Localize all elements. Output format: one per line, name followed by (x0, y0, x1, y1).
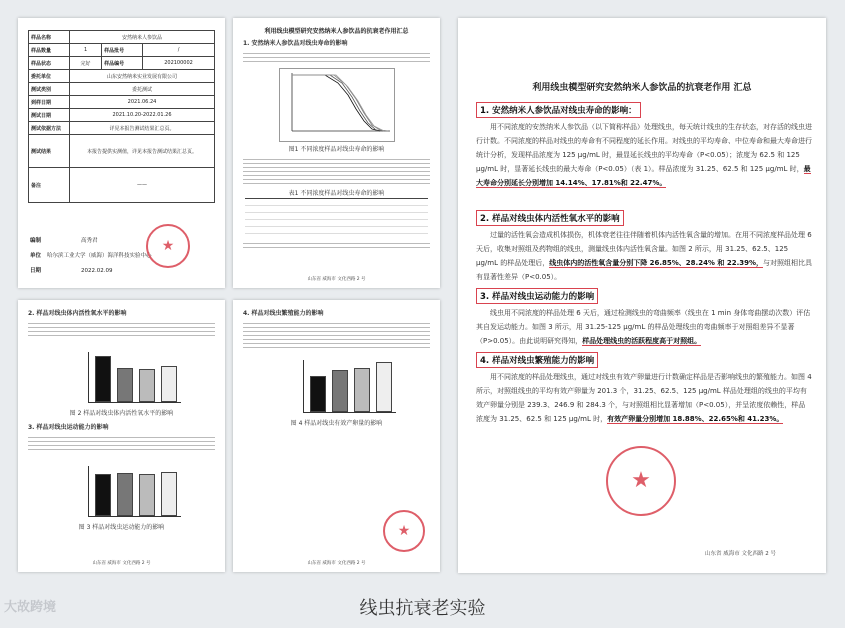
value-method: 详见本报告测试结果汇总页。 (70, 122, 215, 135)
motility-bar-62 (139, 474, 155, 516)
table-1-caption: 表1 不同浓度样品对线虫寿命的影响 (288, 190, 385, 197)
sample-info-table (28, 30, 215, 203)
section-motility (476, 284, 812, 348)
ros-bar-62 (139, 369, 155, 402)
survival-curve-chart (279, 68, 395, 142)
sign-row (30, 236, 98, 244)
section-3-text (476, 306, 812, 348)
sign-label: 编制 (30, 238, 42, 244)
page-title: 利用线虫模型研究安然纳米人参饮品的抗衰老作用汇总 (264, 28, 409, 35)
label-arrival: 到样日期 (29, 96, 70, 109)
section-1-heading: 1. 安然纳米人参饮品对线虫寿命的影响： (476, 102, 641, 118)
figure-3-caption: 图 3 样品对线虫运动能力的影响 (78, 524, 165, 531)
section-2-heading: 2. 样品对线虫体内活性氧水平的影响 (476, 210, 624, 226)
label-test-date: 测试日期 (29, 109, 70, 122)
lifespan-page (233, 18, 440, 288)
section-heading: 1. 安然纳米人参饮品对线虫寿命的影响 (243, 40, 348, 47)
value-remark: —— (70, 168, 215, 203)
paragraph-lines-2 (243, 156, 430, 184)
label-remark: 备注 (29, 168, 70, 203)
value-sample-name: 安然纳米人参饮品 (70, 31, 215, 44)
figure-2-caption: 图 2 样品对线虫体内活性氧水平的影响 (69, 410, 174, 417)
section-1-body: 用不同浓度的安然纳米人参饮品（以下简称样品）处理线虫，每天统计线虫的生存状态，对存活的线虫进行计数。不同浓度的样品对线虫的寿命有不同程度的延长作用。对线虫的平均寿命、中位寿命和最大寿命进行统计分析，发现样品浓度为 125 μg/mL 时，最显延长线虫的平均寿命（P<0.05）；浓度为 62.5 和 125 μg/mL 时，显著延长线虫的最大寿命（P<0.05）（表 1）。样品浓度为 31.25、62.5 和 125 μg/mL 时， (476, 123, 812, 173)
seal-star-icon: ★ (631, 468, 651, 493)
ros-bar-31 (117, 368, 133, 402)
value-sample-no: 202100002 (143, 57, 215, 70)
label-method: 测试依据方法 (29, 122, 70, 135)
page-footer: 山东省 威海市 文化西路 2 号 (92, 561, 151, 566)
caption-title: 线虫抗衰老实验 (359, 598, 486, 619)
motility-bar-control (95, 474, 111, 516)
section-2-text (476, 228, 812, 284)
seal-star-icon: ★ (161, 238, 175, 254)
section-4-heading: 4. 样品对线虫繁殖能力的影响 (476, 352, 598, 368)
page-footer: 山东省 威海市 文化西路 2 号 (307, 277, 366, 282)
unit-name: 哈尔滨工业大学（威海）海洋科技实验中心 (47, 253, 152, 259)
motility-bar-31 (117, 473, 133, 516)
ros-bar-control (95, 356, 111, 402)
value-client: 山东安然纳米实业发展有限公司 (70, 70, 215, 83)
label-sample-no: 样品编号 (102, 57, 143, 70)
summary-footer: 山东省 威海市 文化西路 2 号 (705, 551, 776, 557)
reproduction-page (233, 300, 440, 572)
section-4-highlight: 有效产卵量分别增加 18.88%、22.65%和 41.23%。 (607, 415, 784, 423)
label-test-type: 测试类别 (29, 83, 70, 96)
lifespan-table (245, 198, 428, 234)
report-cover-page (18, 18, 225, 288)
unit-row (30, 251, 152, 259)
paragraph-lines-3 (243, 240, 430, 250)
ros-bar-chart (88, 352, 181, 403)
paragraph-lines (243, 320, 430, 350)
label-sample-name: 样品名称 (29, 31, 70, 44)
section-2-heading: 2. 样品对线虫体内活性氧水平的影响 (28, 310, 127, 317)
date-row (30, 266, 113, 274)
paragraph-lines (28, 320, 215, 338)
egg-bar-chart (303, 360, 396, 413)
motility-bar-125 (161, 472, 177, 516)
university-seal-stamp (606, 446, 676, 516)
label-batch: 样品批号 (102, 44, 143, 57)
value-test-type: 委托测试 (70, 83, 215, 96)
label-sample-qty: 样品数量 (29, 44, 70, 57)
value-arrival: 2021.06.24 (70, 96, 215, 109)
ros-motility-page (18, 300, 225, 572)
value-batch: / (143, 44, 215, 57)
paragraph-lines-2 (28, 434, 215, 452)
value-result: 本报告提供实测值，详见本报告测试结果汇总页。 (70, 135, 215, 168)
section-2-body: 过量的活性氧会造成机体损伤，机体衰老往往伴随着机体内活性氧含量的增加。在用不同浓度样品处理 6 天后，收集对照组及药物组的线虫，测量线虫体内活性氧含量。如图 2 所示，用 31.25、62.5、125 μg/mL 的样品处理后， (476, 231, 812, 267)
section-2-tail: 与对照组相比具有显著性差异（P<0.05）。 (476, 259, 812, 281)
figure-1-caption: 图1 不同浓度样品对线虫寿命的影响 (288, 146, 385, 153)
red-seal-stamp (146, 224, 190, 268)
label-result: 测试结果 (29, 135, 70, 168)
sign-name: 高秀君 (81, 238, 98, 244)
section-4-body: 用不同浓度的样品处理线虫，通过对线虫有效产卵量进行计数确定样品是否影响线虫的繁殖能力。如图 4 所示，对照组线虫的平均有效产卵量为 201.3 个，31.25、62.5、125 μg/mL 样品处理组的线虫的平均有效产卵量分别是 239.3、246.9 和 284.3 个，与对照组相比显著增加（P<0.05），并呈浓度依赖性，样品浓度为 31.25、62.5 和 125 μg/mL 时， (476, 373, 812, 423)
motility-bar-chart (88, 466, 181, 517)
summary-title: 利用线虫模型研究安然纳米人参饮品的抗衰老作用 汇总 (532, 83, 752, 93)
egg-bar-31 (332, 370, 348, 412)
date-label: 日期 (30, 268, 42, 274)
label-client: 委托单位 (29, 70, 70, 83)
section-4-text (476, 370, 812, 426)
label-sample-state: 样品状态 (29, 57, 70, 70)
value-sample-qty: 1 (70, 44, 102, 57)
unit-label: 单位 (30, 253, 42, 259)
summary-page (458, 18, 826, 573)
section-4-heading: 4. 样品对线虫繁殖能力的影响 (243, 310, 324, 317)
seal-star-icon: ★ (397, 523, 411, 539)
section-3-highlight: 样品处理线虫的活跃程度高于对照组。 (582, 337, 702, 345)
value-sample-state: 完好 (70, 57, 102, 70)
page-footer: 山东省 威海市 文化西路 2 号 (307, 561, 366, 566)
section-1-highlight: 最大寿命分别延长分别增加 14.14%、17.81%和 22.47%。 (476, 165, 811, 187)
section-2-highlight: 线虫体内的活性氧含量分别下降 26.85%、28.24% 和 22.39%， (549, 259, 763, 267)
section-lifespan (476, 98, 812, 190)
section-1-text (476, 120, 812, 190)
paragraph-lines (243, 50, 430, 64)
section-ros (476, 206, 812, 284)
value-test-date: 2021.10.20-2022.01.26 (70, 109, 215, 122)
watermark-logo: 大故跨境 (4, 600, 57, 615)
date-value: 2022.02.09 (81, 268, 113, 274)
figure-4-caption: 图 4 样品对线虫有效产卵量的影响 (290, 420, 383, 427)
section-3-body: 线虫用不同浓度的样品处理 6 天后，通过检测线虫的弯曲频率（线虫在 1 min 身体弯曲摆动次数）评估其自发运动能力。如图 3 所示，用 31.25-125 μg/mL 的样品处理线虫的弯曲频率于对照组差异不显著（P>0.05）。由此说明研究得知， (476, 309, 811, 345)
red-seal-stamp (383, 510, 425, 552)
ros-bar-125 (161, 366, 177, 402)
section-reproduction (476, 348, 812, 426)
section-3-heading: 3. 样品对线虫运动能力的影响 (476, 288, 598, 304)
egg-bar-62 (354, 368, 370, 412)
section-3-heading: 3. 样品对线虫运动能力的影响 (28, 424, 109, 431)
egg-bar-control (310, 376, 326, 412)
egg-bar-125 (376, 362, 392, 412)
